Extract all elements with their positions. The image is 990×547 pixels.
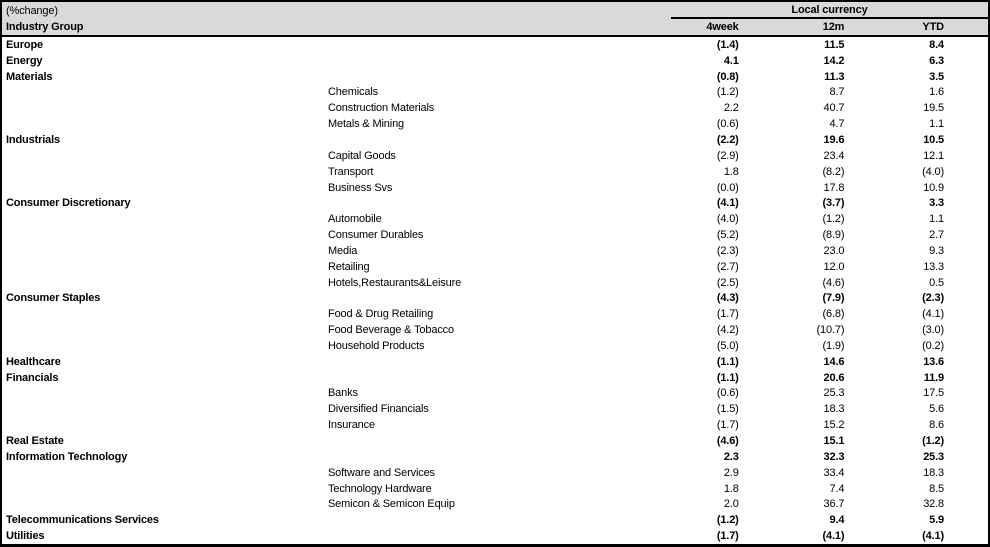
value-cell-12m: 32.3 <box>823 450 845 463</box>
column-header-ytd: YTD <box>922 21 944 33</box>
row-label: Household Products <box>328 339 425 352</box>
value-cell-4week: (0.6) <box>716 118 739 131</box>
value-cell-12m: 36.7 <box>823 498 845 511</box>
industry-group-column-header: Industry Group <box>6 21 84 33</box>
table-row <box>2 116 988 132</box>
value-cell-4week: (1.2) <box>716 514 739 527</box>
row-label: Semicon & Semicon Equip <box>328 498 455 511</box>
value-cell-ytd: 2.7 <box>929 229 944 242</box>
value-cell-4week: (4.6) <box>716 435 739 448</box>
value-cell-12m: 19.6 <box>823 133 845 146</box>
value-cell-ytd: 12.1 <box>923 149 944 162</box>
value-cell-12m: (1.9) <box>822 339 845 352</box>
value-cell-12m: 7.4 <box>829 482 845 495</box>
table-row <box>2 275 988 291</box>
value-cell-ytd: (4.1) <box>922 530 944 543</box>
table-row <box>2 370 988 386</box>
value-cell-ytd: (3.0) <box>922 324 944 337</box>
value-cell-4week: (5.0) <box>716 339 739 352</box>
row-label: Real Estate <box>6 435 64 448</box>
table-row <box>2 449 988 465</box>
value-cell-4week: (2.7) <box>716 260 739 273</box>
table-body <box>2 37 988 544</box>
value-cell-ytd: 1.6 <box>929 86 944 99</box>
row-label: Software and Services <box>328 466 435 479</box>
row-label: Technology Hardware <box>328 482 432 495</box>
value-cell-4week: 2.0 <box>723 498 739 511</box>
row-label: Consumer Staples <box>6 292 101 305</box>
row-label: Construction Materials <box>328 102 435 115</box>
row-label: Utilities <box>6 530 45 543</box>
value-cell-12m: 15.2 <box>823 419 845 432</box>
row-label: Capital Goods <box>328 149 396 162</box>
value-cell-4week: (1.5) <box>716 403 739 416</box>
column-headers <box>671 19 988 35</box>
value-cell-4week: (1.4) <box>716 38 739 51</box>
value-cell-4week: 2.3 <box>723 450 739 463</box>
table-row <box>2 481 988 497</box>
value-cell-4week: (1.1) <box>716 371 739 384</box>
row-label: Food & Drug Retailing <box>328 308 434 321</box>
value-cell-12m: 23.0 <box>823 244 845 257</box>
value-cell-ytd: 1.1 <box>929 118 944 131</box>
value-cell-12m: 14.2 <box>823 54 845 67</box>
value-cell-ytd: 8.6 <box>929 419 944 432</box>
table-row <box>2 227 988 243</box>
row-label: Telecommunications Services <box>6 514 159 527</box>
row-label: Retailing <box>328 260 370 273</box>
value-cell-4week: 2.2 <box>723 102 739 115</box>
table-row <box>2 259 988 275</box>
row-label: Hotels,Restaurants&Leisure <box>328 276 462 289</box>
value-cell-ytd: 0.5 <box>929 276 944 289</box>
row-label: Europe <box>6 38 43 51</box>
value-cell-12m: 15.1 <box>823 435 845 448</box>
value-cell-4week: (2.2) <box>716 133 739 146</box>
row-label: Chemicals <box>328 86 378 99</box>
value-cell-4week: (4.1) <box>716 197 739 210</box>
value-cell-ytd: 32.8 <box>923 498 944 511</box>
row-label: Industrials <box>6 133 60 146</box>
value-cell-12m: (3.7) <box>822 197 845 210</box>
value-cell-ytd: 11.9 <box>923 371 944 384</box>
value-cell-12m: (4.6) <box>822 276 845 289</box>
table-header <box>2 2 988 37</box>
value-cell-12m: 11.3 <box>824 70 845 83</box>
value-cell-12m: (4.1) <box>822 530 845 543</box>
table-row <box>2 100 988 116</box>
value-cell-12m: 18.3 <box>823 403 845 416</box>
value-cell-12m: (7.9) <box>822 292 845 305</box>
row-label: Information Technology <box>6 450 128 463</box>
value-cell-4week: (4.3) <box>716 292 739 305</box>
value-cell-4week: (0.6) <box>716 387 739 400</box>
table-row <box>2 53 988 69</box>
table-row <box>2 386 988 402</box>
row-label: Media <box>328 244 358 257</box>
value-cell-12m: 12.0 <box>823 260 845 273</box>
value-cell-4week: (2.3) <box>716 244 739 257</box>
table-row <box>2 433 988 449</box>
table-row <box>2 465 988 481</box>
value-cell-ytd: 6.3 <box>929 54 944 67</box>
table-row <box>2 164 988 180</box>
row-label: Financials <box>6 371 59 384</box>
value-cell-12m: 9.4 <box>829 514 845 527</box>
value-cell-ytd: 10.5 <box>923 133 944 146</box>
table-row <box>2 211 988 227</box>
value-cell-ytd: 25.3 <box>923 450 944 463</box>
value-cell-4week: (0.0) <box>716 181 739 194</box>
value-cell-4week: (1.2) <box>716 86 739 99</box>
row-label: Healthcare <box>6 355 61 368</box>
value-cell-12m: 40.7 <box>823 102 845 115</box>
value-cell-4week: (1.7) <box>716 530 739 543</box>
value-cell-4week: (1.7) <box>716 308 739 321</box>
local-currency-group-header: Local currency <box>671 3 988 19</box>
table-row <box>2 243 988 259</box>
value-cell-12m: 8.7 <box>829 86 845 99</box>
row-label: Banks <box>328 387 358 400</box>
value-cell-4week: (4.2) <box>716 324 739 337</box>
table-row <box>2 528 988 544</box>
table-row <box>2 417 988 433</box>
value-cell-4week: (5.2) <box>716 229 739 242</box>
value-cell-4week: (4.0) <box>716 213 739 226</box>
value-cell-4week: 1.8 <box>723 482 739 495</box>
value-cell-4week: 1.8 <box>723 165 739 178</box>
value-cell-ytd: 1.1 <box>929 213 944 226</box>
value-cell-4week: (2.9) <box>716 149 739 162</box>
table-row <box>2 401 988 417</box>
table-row <box>2 496 988 512</box>
value-cell-4week: (1.1) <box>716 355 739 368</box>
value-cell-12m: 25.3 <box>823 387 845 400</box>
value-cell-12m: (8.2) <box>822 165 845 178</box>
value-cell-12m: 14.6 <box>823 355 845 368</box>
value-cell-ytd: (1.2) <box>922 435 944 448</box>
row-label: Consumer Durables <box>328 229 424 242</box>
value-cell-12m: 23.4 <box>823 149 845 162</box>
value-cell-ytd: 3.3 <box>929 197 944 210</box>
table-row <box>2 69 988 85</box>
value-cell-ytd: 8.5 <box>929 482 944 495</box>
column-header-12m: 12m <box>822 21 845 33</box>
table-row <box>2 306 988 322</box>
value-cell-ytd: 8.4 <box>929 38 944 51</box>
value-cell-ytd: 9.3 <box>929 244 944 257</box>
value-cell-4week: (1.7) <box>716 419 739 432</box>
row-label: Business Svs <box>328 181 393 194</box>
row-label: Materials <box>6 70 53 83</box>
value-cell-12m: (10.7) <box>816 324 845 337</box>
table-row <box>2 512 988 528</box>
row-label: Consumer Discretionary <box>6 197 131 210</box>
value-cell-4week: 4.1 <box>723 54 739 67</box>
table-row <box>2 354 988 370</box>
value-cell-ytd: 3.5 <box>929 70 944 83</box>
table-header-left <box>2 2 83 35</box>
row-label: Insurance <box>328 419 375 432</box>
value-cell-12m: 17.8 <box>823 181 845 194</box>
unit-label: (%change) <box>6 5 58 17</box>
value-cell-ytd: 18.3 <box>923 466 944 479</box>
row-label: Transport <box>328 165 374 178</box>
value-cell-ytd: 5.9 <box>929 514 944 527</box>
value-cell-ytd: (2.3) <box>922 292 944 305</box>
value-cell-12m: 11.5 <box>824 38 845 51</box>
table-row <box>2 338 988 354</box>
value-cell-4week: (0.8) <box>716 70 739 83</box>
row-label: Diversified Financials <box>328 403 429 416</box>
table-row <box>2 85 988 101</box>
value-cell-ytd: 5.6 <box>929 403 944 416</box>
value-cell-12m: 4.7 <box>829 118 845 131</box>
table-row <box>2 180 988 196</box>
table-row <box>2 37 988 53</box>
table-row <box>2 322 988 338</box>
value-cell-4week: 2.9 <box>723 466 739 479</box>
value-cell-4week: (2.5) <box>716 276 739 289</box>
table-row <box>2 291 988 307</box>
row-label: Metals & Mining <box>328 118 405 131</box>
table-row <box>2 132 988 148</box>
value-cell-ytd: 13.6 <box>923 355 944 368</box>
table-row <box>2 148 988 164</box>
value-cell-12m: 33.4 <box>823 466 845 479</box>
value-cell-ytd: 17.5 <box>923 387 944 400</box>
value-cell-12m: (1.2) <box>822 213 845 226</box>
value-cell-12m: (6.8) <box>822 308 845 321</box>
value-cell-ytd: 13.3 <box>923 260 944 273</box>
column-header-4week: 4week <box>706 21 739 33</box>
value-cell-ytd: (0.2) <box>922 339 944 352</box>
value-cell-ytd: (4.1) <box>922 308 944 321</box>
value-cell-ytd: (4.0) <box>922 165 944 178</box>
value-cell-ytd: 10.9 <box>923 181 944 194</box>
row-label: Automobile <box>328 213 382 226</box>
value-cell-ytd: 19.5 <box>923 102 944 115</box>
table-row <box>2 195 988 211</box>
value-cell-12m: 20.6 <box>823 371 845 384</box>
row-label: Energy <box>6 54 43 67</box>
row-label: Food Beverage & Tobacco <box>328 324 454 337</box>
table-header-right <box>671 2 988 35</box>
value-cell-12m: (8.9) <box>822 229 845 242</box>
